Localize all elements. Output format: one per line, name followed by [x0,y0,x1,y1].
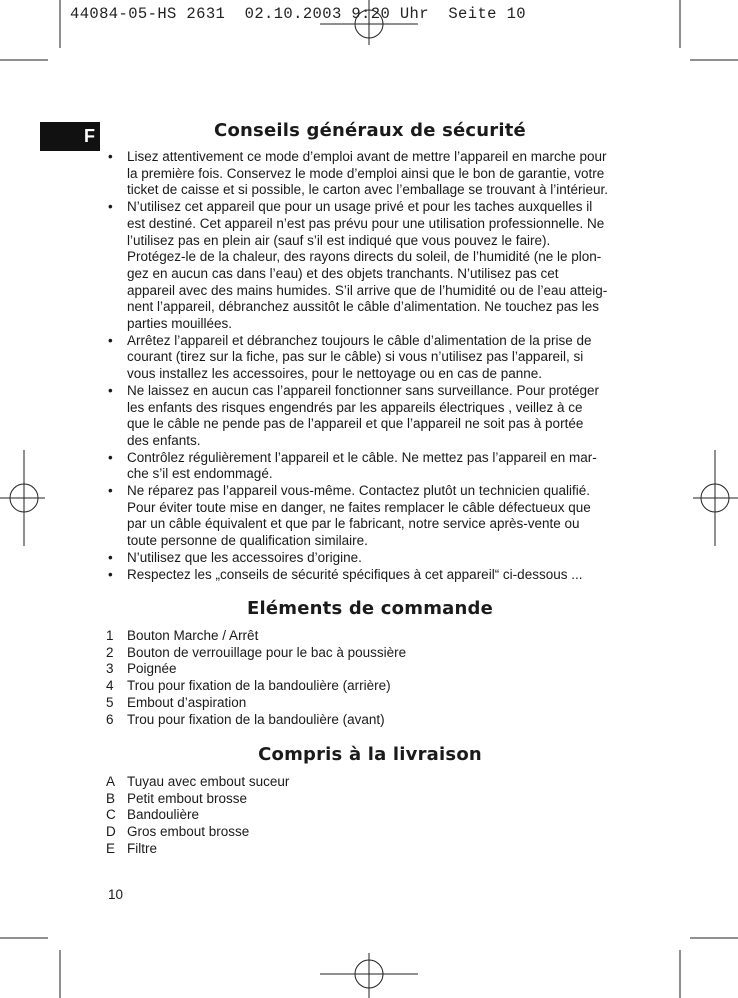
safety-item-line: parties mouillées. [127,316,233,332]
safety-item-line: des enfants. [127,432,201,448]
control-item [105,712,640,729]
control-item-label: 6 [106,711,114,727]
safety-item-line: Pour éviter toute mise en danger, ne faites remplacer le câble défectueux que [127,499,591,515]
control-item-label: 3 [106,661,114,677]
delivery-item [105,841,640,858]
delivery-item-label: D [106,824,116,840]
delivery-item-label: A [106,774,116,789]
safety-item-line: Ne laissez en aucun cas l’appareil fonctionner sans surveillance. Pour protéger [127,382,600,398]
delivery-item [105,791,640,808]
delivery-item-label: E [106,840,116,856]
safety-item [105,550,640,567]
delivery-item-text: Bandoulière [127,807,200,823]
safety-item [105,383,640,450]
safety-item-line: vous installez les accessoires, pour le nettoyage ou en cas de panne. [127,366,543,382]
control-item-text: Trou pour fixation de la bandoulière (arrière) [127,678,391,694]
delivery-item-text: Gros embout brosse [127,824,250,840]
safety-item [105,199,640,333]
control-item [105,661,640,678]
safety-item-line: Arrêtez l’appareil et débranchez toujours le câble d’alimentation de la prise de [127,332,592,348]
safety-item-line: l’utilisez pas en plein air (sauf s’il est indiqué que vous pouvez le faire). [127,232,551,248]
language-tab: F [40,122,100,151]
controls-list [105,628,640,728]
safety-item-line: la première fois. Conservez le mode d’emploi ainsi que le bon de garantie, votre [127,165,605,181]
page-number: 10 [108,887,124,902]
safety-item-line: ticket de caisse et si possible, le carton avec l’emballage se trouvant à l’intérieur. [127,182,608,198]
control-item-text: Poignée [127,661,177,677]
safety-item-line: Contrôlez régulièrement l’appareil et le câble. Ne mettez pas l’appareil en mar- [127,449,597,465]
bullet-icon: • [108,332,113,348]
bullet-icon: • [108,566,113,582]
bullet-icon: • [108,149,113,164]
control-item [105,628,640,645]
safety-heading: Conseils généraux de sécurité [214,120,526,141]
safety-item-line: Respectez les „conseils de sécurité spécifiques à cet appareil“ ci-dessous ... [127,566,583,582]
print-header: 44084-05-HS 2631 02.10.2003 9:20 Uhr Seite 10 [70,5,526,23]
safety-item-line: par un câble équivalent et que par le fabricant, notre service après-vente ou [127,516,580,532]
delivery-item [105,807,640,824]
control-item-label: 1 [106,628,114,643]
control-item-text: Embout d’aspiration [127,694,247,710]
control-item [105,645,640,662]
safety-item-line: les enfants des risques engendrés par les appareils électriques , veillez à ce [127,399,583,415]
safety-item [105,450,640,483]
control-item-text: Bouton de verrouillage pour le bac à poussière [127,644,407,660]
control-item-label: 4 [106,678,114,694]
delivery-item-label: C [106,807,116,823]
control-item-text: Trou pour fixation de la bandoulière (avant) [127,711,385,727]
controls-heading: Eléments de commande [247,598,493,619]
control-item-label: 2 [106,644,114,660]
safety-item-line: Ne réparez pas l’appareil vous-même. Contactez plutôt un technicien qualifié. [127,483,591,499]
control-item-label: 5 [106,694,114,710]
control-item [105,678,640,695]
safety-item-line: gez en aucun cas dans l’eau) et des objets tranchants. N’utilisez pas cet [127,265,559,281]
delivery-item-label: B [106,790,116,806]
delivery-item [105,774,640,791]
delivery-item-text: Petit embout brosse [127,790,248,806]
control-item [105,695,640,712]
safety-item-line: N’utilisez que les accessoires d’origine. [127,549,362,565]
delivery-heading: Compris à la livraison [258,744,482,765]
safety-item-line: toute personne de qualification similaire. [127,533,368,549]
safety-item [105,149,640,199]
delivery-item-text: Filtre [127,840,157,856]
safety-item [105,567,640,584]
safety-item-line: est destiné. Cet appareil n’est pas prévu pour une utilisation professionnelle. Ne [127,215,605,231]
control-item-text: Bouton Marche / Arrêt [127,628,259,643]
bullet-icon: • [108,382,113,398]
safety-item-line: Lisez attentivement ce mode d’emploi avant de mettre l’appareil en marche pour [127,149,607,164]
safety-item-line: che s’il est endommagé. [127,466,273,482]
delivery-list [105,774,640,858]
bullet-icon: • [108,199,113,215]
safety-item-line: que le câble ne pende pas de l’appareil et que l’appareil ne soit pas à portée [127,416,584,432]
safety-list [105,149,640,583]
safety-item [105,333,640,383]
safety-item-line: appareil avec des mains humides. S’il arrive que de l’humidité ou de l’eau atteig- [127,282,608,298]
safety-item-line: N’utilisez cet appareil que pour un usage privé et pour les taches auxquelles il [127,199,593,215]
safety-item-line: courant (tirez sur la fiche, pas sur le câble) si vous n’utilisez pas l’appareil, si [127,349,584,365]
delivery-item [105,824,640,841]
safety-item-line: nent l’appareil, débranchez aussitôt le câble d’alimentation. Ne touchez pas les [127,299,600,315]
safety-item-line: Protégez-le de la chaleur, des rayons directs du soleil, de l’humidité (ne le plon- [127,249,602,265]
safety-item [105,483,640,550]
bullet-icon: • [108,549,113,565]
bullet-icon: • [108,449,113,465]
delivery-item-text: Tuyau avec embout suceur [127,774,290,789]
bullet-icon: • [108,483,113,499]
